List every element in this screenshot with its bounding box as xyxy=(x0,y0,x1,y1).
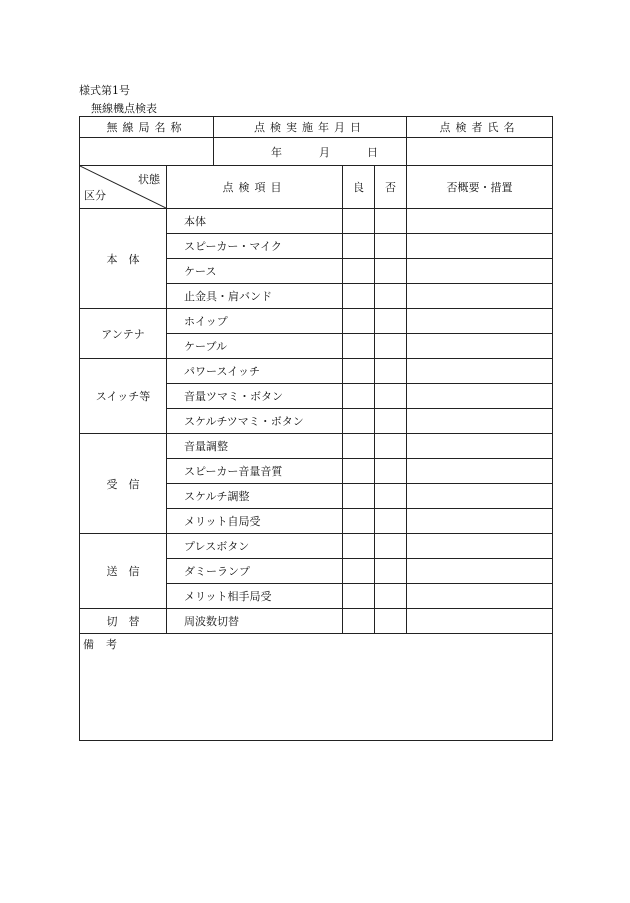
bad-cell[interactable] xyxy=(375,409,407,434)
good-cell[interactable] xyxy=(343,309,375,334)
check-item: 音量調整 xyxy=(167,434,343,459)
check-item: メリット自局受 xyxy=(167,509,343,534)
check-item: スピーカー・マイク xyxy=(167,234,343,259)
summary-cell[interactable] xyxy=(407,334,553,359)
bad-cell[interactable] xyxy=(375,334,407,359)
good-cell[interactable] xyxy=(343,409,375,434)
summary-cell[interactable] xyxy=(407,409,553,434)
summary-cell[interactable] xyxy=(407,359,553,384)
bad-cell[interactable] xyxy=(375,209,407,234)
bad-cell[interactable] xyxy=(375,584,407,609)
good-header: 良 xyxy=(343,166,375,209)
form-number: 様式第1号 xyxy=(79,84,130,97)
inspection-date-header: 点検実施年月日 xyxy=(214,117,407,138)
remarks-field[interactable] xyxy=(80,634,553,741)
check-item: 音量ツマミ・ボタン xyxy=(167,384,343,409)
bad-header: 否 xyxy=(375,166,407,209)
check-item: ホイップ xyxy=(167,309,343,334)
category-switching: 切 替 xyxy=(80,609,167,634)
bad-cell[interactable] xyxy=(375,284,407,309)
bad-cell[interactable] xyxy=(375,384,407,409)
summary-cell[interactable] xyxy=(407,209,553,234)
station-name-field[interactable] xyxy=(80,138,214,166)
check-item: パワースイッチ xyxy=(167,359,343,384)
bad-cell[interactable] xyxy=(375,259,407,284)
check-item: 周波数切替 xyxy=(167,609,343,634)
check-item: 止金具・肩バンド xyxy=(167,284,343,309)
inspection-date-field[interactable] xyxy=(214,138,407,166)
state-label: 状態 xyxy=(138,173,160,186)
summary-cell[interactable] xyxy=(407,434,553,459)
summary-header: 否概要・措置 xyxy=(407,166,553,209)
good-cell[interactable] xyxy=(343,459,375,484)
inspector-name-header: 点検者氏名 xyxy=(407,117,553,138)
summary-cell[interactable] xyxy=(407,534,553,559)
bad-cell[interactable] xyxy=(375,434,407,459)
good-cell[interactable] xyxy=(343,359,375,384)
summary-cell[interactable] xyxy=(407,309,553,334)
form-title: 無線機点検表 xyxy=(91,102,157,115)
bad-cell[interactable] xyxy=(375,609,407,634)
date-month-label: 月 xyxy=(319,145,331,159)
bad-cell[interactable] xyxy=(375,459,407,484)
good-cell[interactable] xyxy=(343,384,375,409)
good-cell[interactable] xyxy=(343,609,375,634)
check-item: 本体 xyxy=(167,209,343,234)
bad-cell[interactable] xyxy=(375,309,407,334)
summary-cell[interactable] xyxy=(407,609,553,634)
category-antenna: アンテナ xyxy=(80,309,167,359)
bad-cell[interactable] xyxy=(375,559,407,584)
summary-cell[interactable] xyxy=(407,284,553,309)
summary-cell[interactable] xyxy=(407,459,553,484)
category-switches: スイッチ等 xyxy=(80,359,167,434)
check-item-header: 点検項目 xyxy=(167,166,343,209)
category-transmit: 送 信 xyxy=(80,534,167,609)
state-category-header xyxy=(80,166,167,209)
check-item: スケルチツマミ・ボタン xyxy=(167,409,343,434)
bad-cell[interactable] xyxy=(375,534,407,559)
check-item: ケース xyxy=(167,259,343,284)
summary-cell[interactable] xyxy=(407,234,553,259)
check-item: メリット相手局受 xyxy=(167,584,343,609)
check-item: ケーブル xyxy=(167,334,343,359)
good-cell[interactable] xyxy=(343,509,375,534)
good-cell[interactable] xyxy=(343,209,375,234)
check-item: スケルチ調整 xyxy=(167,484,343,509)
inspection-table xyxy=(79,116,553,741)
date-day-label: 日 xyxy=(367,145,379,159)
good-cell[interactable] xyxy=(343,334,375,359)
check-item: プレスボタン xyxy=(167,534,343,559)
date-year-label: 年 xyxy=(271,145,283,159)
summary-cell[interactable] xyxy=(407,259,553,284)
bad-cell[interactable] xyxy=(375,484,407,509)
summary-cell[interactable] xyxy=(407,484,553,509)
bad-cell[interactable] xyxy=(375,234,407,259)
check-item: ダミーランプ xyxy=(167,559,343,584)
summary-cell[interactable] xyxy=(407,584,553,609)
category-receive: 受 信 xyxy=(80,434,167,534)
summary-cell[interactable] xyxy=(407,384,553,409)
check-item: スピーカー音量音質 xyxy=(167,459,343,484)
summary-cell[interactable] xyxy=(407,509,553,534)
station-name-header: 無線局名称 xyxy=(80,117,214,138)
category-body: 本 体 xyxy=(80,209,167,309)
inspector-name-field[interactable] xyxy=(407,138,553,166)
summary-cell[interactable] xyxy=(407,559,553,584)
bad-cell[interactable] xyxy=(375,509,407,534)
good-cell[interactable] xyxy=(343,259,375,284)
bad-cell[interactable] xyxy=(375,359,407,384)
good-cell[interactable] xyxy=(343,284,375,309)
category-label: 区分 xyxy=(84,189,106,202)
good-cell[interactable] xyxy=(343,484,375,509)
good-cell[interactable] xyxy=(343,234,375,259)
remarks-label: 備考 xyxy=(83,638,129,651)
good-cell[interactable] xyxy=(343,434,375,459)
good-cell[interactable] xyxy=(343,534,375,559)
good-cell[interactable] xyxy=(343,559,375,584)
good-cell[interactable] xyxy=(343,584,375,609)
